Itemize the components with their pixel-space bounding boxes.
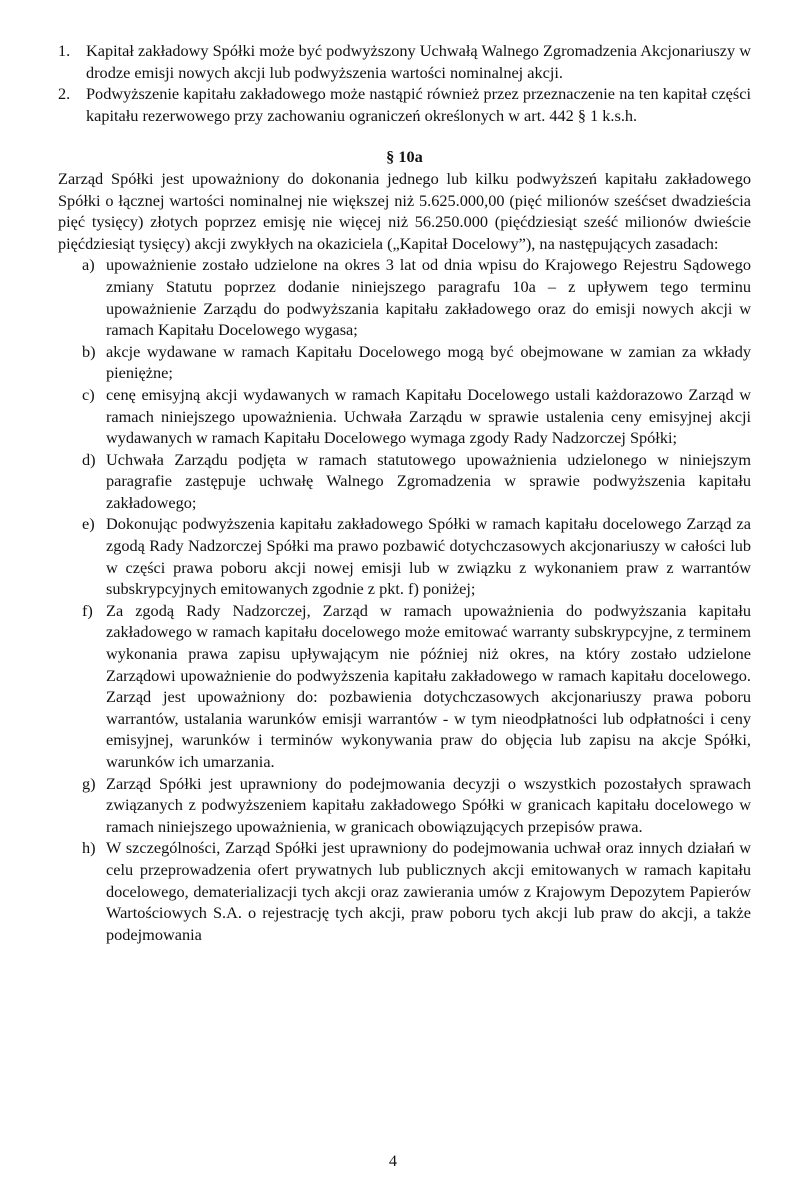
list-item	[82, 837, 751, 945]
list-marker: c)	[82, 384, 95, 404]
list-marker: h)	[82, 838, 96, 858]
list-marker: f)	[82, 600, 93, 620]
list-marker: d)	[82, 449, 96, 469]
section-intro: Zarząd Spółki jest upoważniony do dokonania jednego lub kilku podwyższeń kapitału zakładowego Spółki o łącznej wartości nominalnej nie większej niż 5.625.000,00 (pięć milionów sześćset dwadzieścia pięć tysięcy) złotych poprzez emisję nie więcej niż 56.250.000 (pięćdziesiąt sześć milionów dwieście pięćdziesiąt tysięcy) akcji zwykłych na okaziciela („Kapitał Docelowy”), na następujących zasadach:	[58, 168, 751, 253]
list-item	[82, 254, 751, 340]
list-item-text: cenę emisyjną akcji wydawanych w ramach Kapitału Docelowego ustali każdorazowo Zarząd w ramach niniejszego upoważnienia. Uchwała Zarządu w sprawie ustalenia ceny emisyjnej akcji wydawanych w ramach Kapitału Docelowego wymaga zgody Rady Nadzorczej Spółki;	[106, 384, 751, 448]
lettered-list	[58, 254, 751, 945]
list-item-text: Kapitał zakładowy Spółki może być podwyższony Uchwałą Walnego Zgromadzenia Akcjonariuszy w drodze emisji nowych akcji lub podwyższenia wartości nominalnej akcji.	[86, 41, 751, 82]
list-item	[82, 341, 751, 384]
numbered-list	[58, 40, 751, 126]
list-item-text: W szczególności, Zarząd Spółki jest uprawniony do podejmowania uchwał oraz innych działań w celu przeprowadzenia ofert prywatnych lub publicznych akcji emitowanych w ramach kapitału docelowego, dematerializacji tych akcji oraz zawierania umów z Krajowym Depozytem Papierów Wartościowych S.A. o rejestrację tych akcji, praw poboru tych akcji lub praw do akcji, a także podejmowania	[106, 838, 751, 944]
list-marker: 2.	[58, 84, 71, 104]
list-marker: a)	[82, 255, 95, 275]
list-item-text: Za zgodą Rady Nadzorczej, Zarząd w ramach upoważnienia do podwyższania kapitału zakładowego w ramach kapitału docelowego może emitować warranty subskrypcyjne, z terminem wykonania prawa zapisu upływającym nie później niż okres, na który zostało udzielone Zarządowi upoważnienie do podwyższenia kapitału zakładowego w ramach kapitału docelowego. Zarząd jest upoważniony do: pozbawienia dotychczasowych akcjonariuszy prawa poboru warrantów, ustalania warunków emisji warrantów - w tym nieodpłatności lub odpłatności i ceny emisyjnej, warunków i terminów wykonywania praw do objęcia lub zapisu na akcje Spółki, warunków ich umarzania.	[106, 600, 751, 771]
list-item	[82, 384, 751, 449]
list-item-text: Uchwała Zarządu podjęta w ramach statutowego upoważnienia udzielonego w niniejszym paragrafie zastępuje uchwałę Walnego Zgromadzenia w sprawie podwyższenia kapitału zakładowego;	[106, 449, 751, 512]
list-marker: 1.	[58, 41, 71, 60]
list-item-text: Dokonując podwyższenia kapitału zakładowego Spółki w ramach kapitału docelowego Zarząd za zgodą Rady Nadzorczej Spółki ma prawo pozbawić dotychczasowych akcjonariuszy w całości lub w części prawa poboru akcji nowej emisji lub w związku z wykonaniem praw z warrantów subskrypcyjnych emitowanych zgodnie z pkt. f) poniżej;	[106, 514, 751, 599]
document-page	[58, 40, 751, 945]
list-marker: e)	[82, 514, 95, 534]
page-number: 4	[388, 1151, 398, 1170]
list-item-text: Zarząd Spółki jest uprawniony do podejmowania decyzji o wszystkich pozostałych sprawach związanych z podwyższeniem kapitału zakładowego Spółki w granicach kapitału docelowego w ramach niniejszego upoważnienia, w granicach obowiązujących przepisów prawa.	[106, 773, 751, 836]
list-item	[82, 773, 751, 838]
list-item-text: akcje wydawane w ramach Kapitału Docelowego mogą być obejmowane w zamian za wkłady pieniężne;	[106, 341, 751, 383]
list-marker: g)	[82, 773, 96, 793]
section-heading: § 10a	[386, 147, 423, 167]
list-item-text: Podwyższenie kapitału zakładowego może nastąpić również przez przeznaczenie na ten kapitał części kapitału rezerwowego przy zachowaniu ograniczeń określonych w art. 442 § 1 k.s.h.	[86, 84, 751, 125]
list-item-text: upoważnienie zostało udzielone na okres 3 lat od dnia wpisu do Krajowego Rejestru Sądowego zmiany Statutu poprzez dodanie niniejszego paragrafu 10a – z upływem tego terminu upoważnienie Zarządu do podwyższania kapitału zakładowego oraz do emisji nowych akcji w ramach Kapitału Docelowego wygasa;	[106, 255, 751, 340]
list-item	[82, 449, 751, 514]
list-item	[58, 83, 751, 126]
list-item	[82, 600, 751, 773]
list-item	[58, 40, 751, 83]
list-marker: b)	[82, 341, 96, 361]
list-item	[82, 513, 751, 599]
